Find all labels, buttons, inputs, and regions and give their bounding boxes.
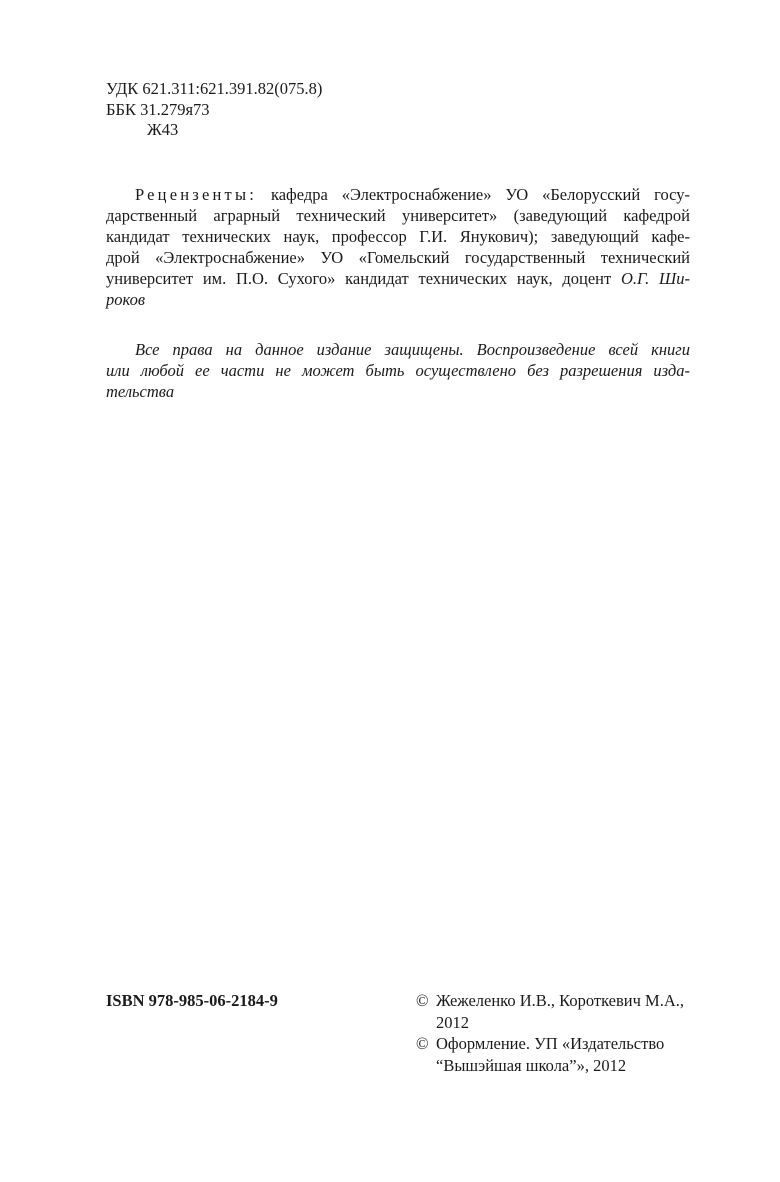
- rights-line-1: Все права на данное издание защищены. Воспроизведение всей книги: [135, 340, 690, 359]
- catalog-codes: [106, 79, 322, 141]
- reviewers-label: Рецензенты:: [135, 185, 258, 204]
- reviewers-text-5: университет им. П.О. Сухого» кандидат технических наук, доцент: [106, 269, 612, 288]
- reviewer-name-part2: роков: [106, 290, 146, 309]
- rights-notice: [106, 339, 690, 402]
- reviewer-name-part1: О.Г. Ши-: [620, 269, 690, 288]
- reviewers-line-4: дрой «Электроснабжение» УО «Гомельский государственный технический: [106, 248, 690, 267]
- copyright-symbol: ©: [416, 1034, 429, 1053]
- reviewers-line-3: кандидат технических наук, профессор Г.И. Янукович); заведующий кафе-: [106, 227, 690, 246]
- reviewers-line-2: дарственный аграрный технический университет» (заведующий кафедрой: [106, 206, 690, 225]
- copyright-design-line1: Оформление. УП «Издательство: [436, 1034, 665, 1053]
- copyright-authors-line1: Жежеленко И.В., Короткевич М.А.,: [436, 991, 684, 1010]
- isbn-number: ISBN 978-985-06-2184-9: [106, 991, 278, 1010]
- reviewers-text-1: кафедра «Электроснабжение» УО «Белорусский госу-: [270, 185, 690, 204]
- copyright-authors-line2: 2012: [436, 1012, 469, 1032]
- rights-line-3: тельства: [106, 382, 175, 401]
- copyright-entry-authors: [416, 990, 706, 1033]
- copyright-entry-design: [416, 1033, 706, 1076]
- copyright-design-line2: “Вышэйшая школа”», 2012: [436, 1055, 627, 1075]
- copyright-block: [416, 990, 706, 1076]
- rights-line-2: или любой ее части не может быть осуществлено без разрешения изда-: [106, 361, 690, 380]
- udk-code: УДК 621.311:621.391.82(075.8): [106, 79, 323, 98]
- reviewers-paragraph: [106, 184, 690, 310]
- reviewers-line-1: [106, 184, 690, 205]
- bbk-code: ББК 31.279я73: [106, 99, 210, 119]
- author-mark: Ж43: [147, 120, 179, 139]
- copyright-symbol: ©: [416, 991, 429, 1010]
- reviewers-line-5: [106, 268, 690, 289]
